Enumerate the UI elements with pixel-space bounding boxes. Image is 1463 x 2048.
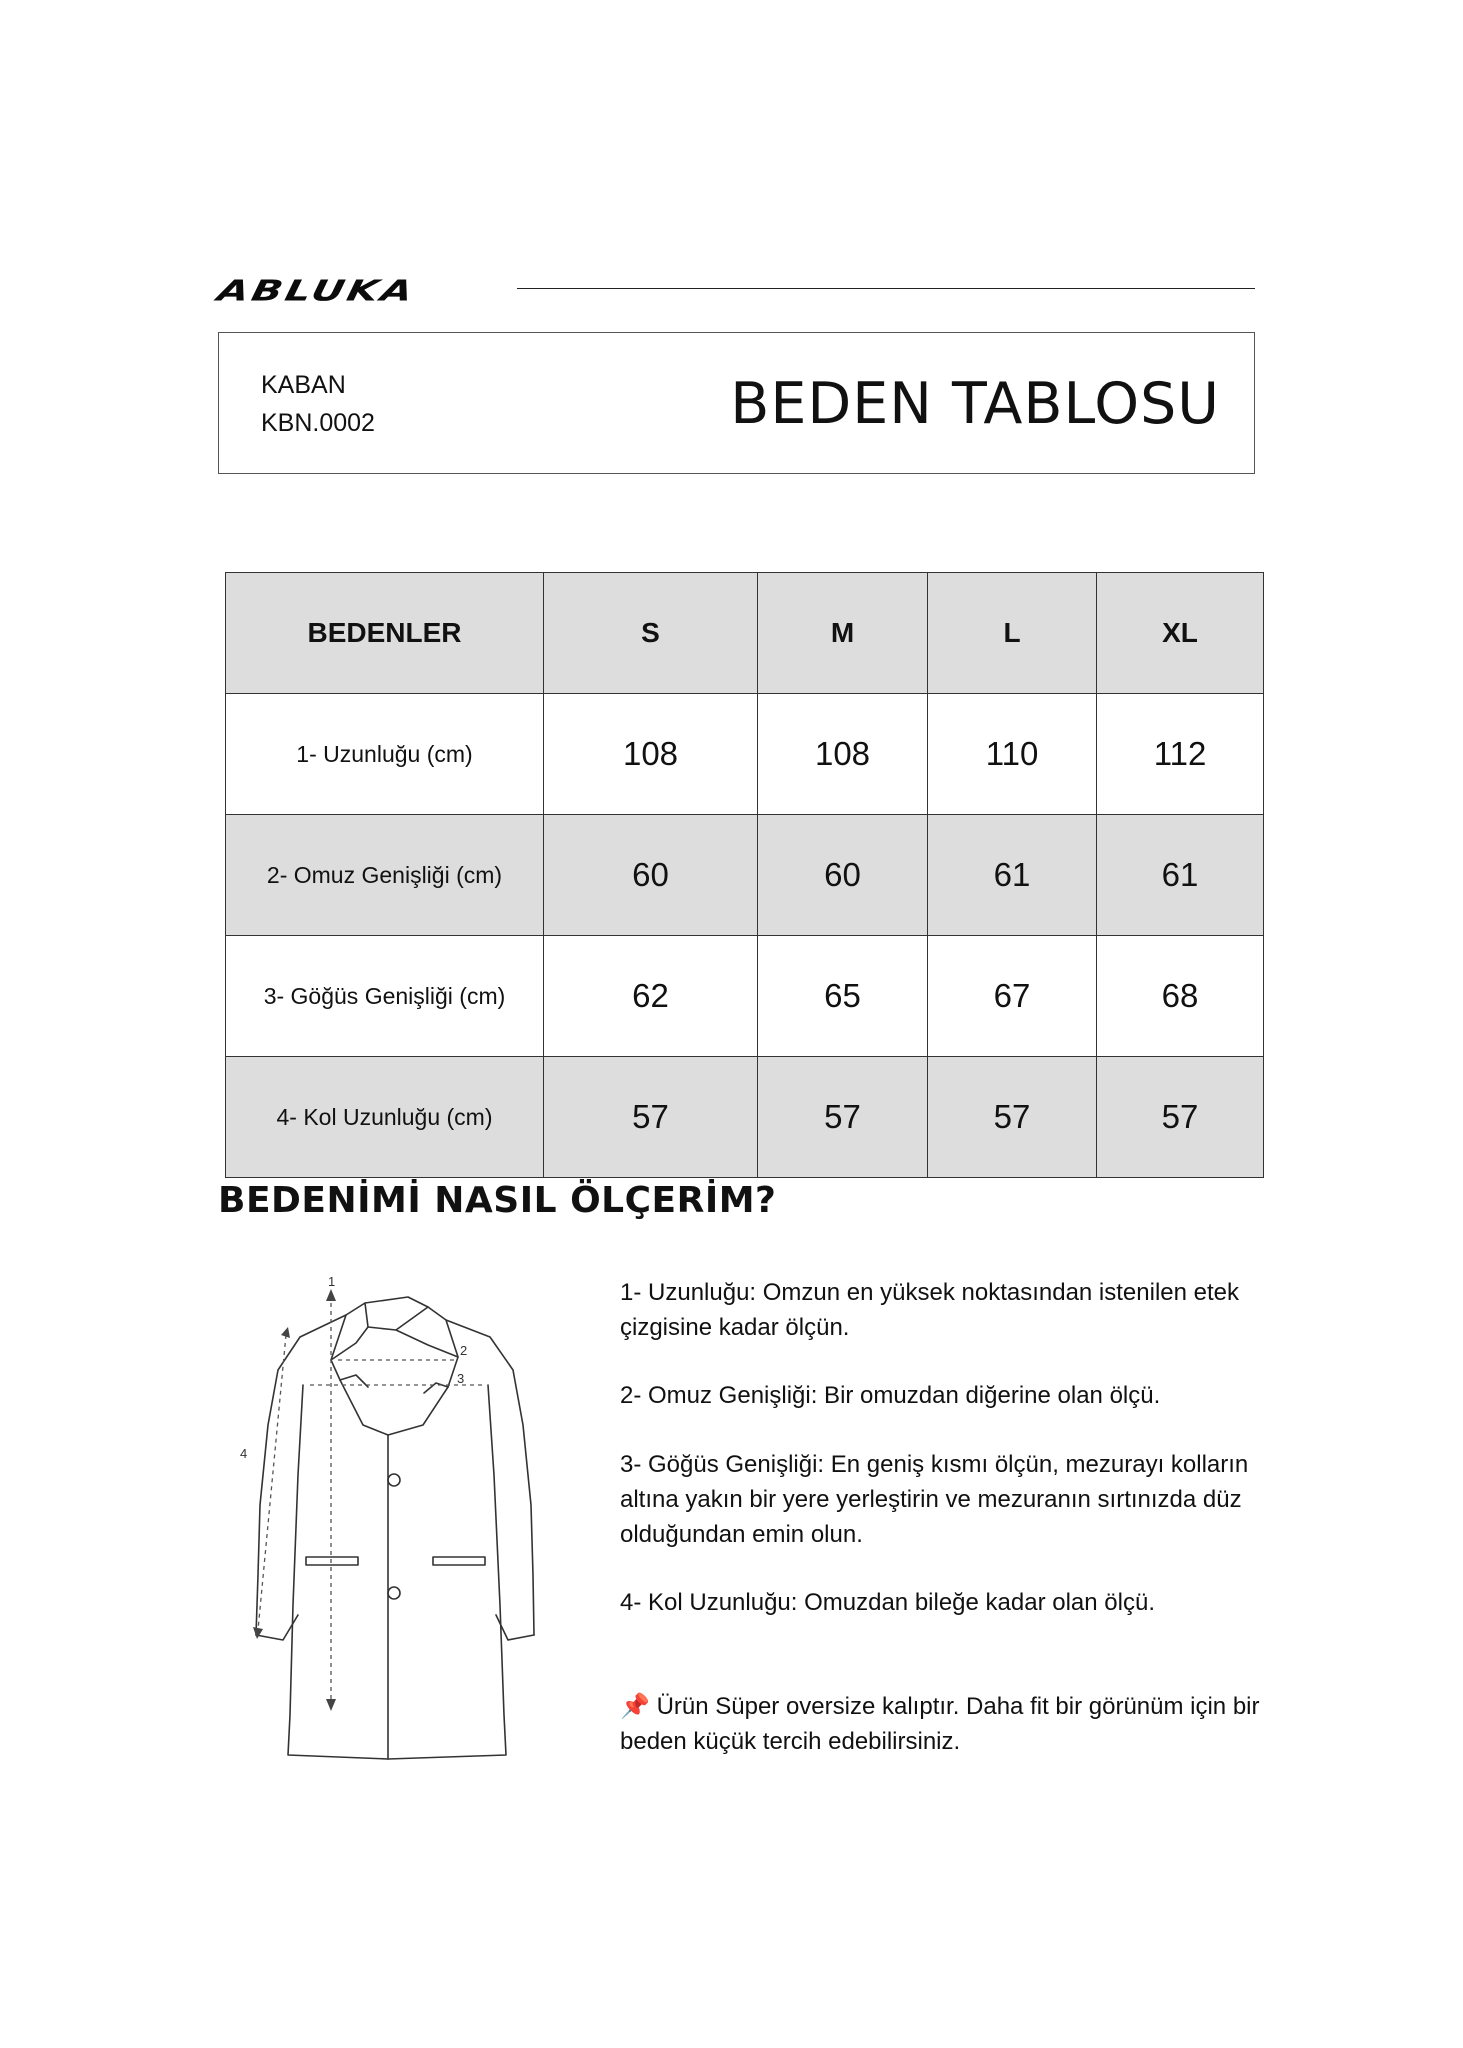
header-divider bbox=[517, 288, 1255, 289]
table-cell: 65 bbox=[758, 936, 928, 1057]
table-cell: 62 bbox=[544, 936, 758, 1057]
row-label: 1- Uzunluğu (cm) bbox=[226, 694, 544, 815]
table-row bbox=[226, 694, 1264, 815]
table-header-cell: BEDENLER bbox=[226, 573, 544, 694]
diagram-label-3: 3 bbox=[457, 1371, 465, 1386]
product-type: KABAN bbox=[261, 371, 346, 399]
table-cell: 112 bbox=[1097, 694, 1264, 815]
table-header-cell: XL bbox=[1097, 573, 1264, 694]
table-cell: 57 bbox=[544, 1057, 758, 1178]
table-row bbox=[226, 815, 1264, 936]
table-cell: 57 bbox=[928, 1057, 1097, 1178]
brand-logo: ABLUKA bbox=[214, 274, 419, 308]
table-cell: 67 bbox=[928, 936, 1097, 1057]
table-header-row bbox=[226, 573, 1264, 694]
table-cell: 61 bbox=[928, 815, 1097, 936]
instruction-item: 3- Göğüs Genişliği: En geniş kısmı ölçün, mezurayı kolların altına yakın bir yere yerleştirin ve mezuranın sırtınızda düz olduğundan emin olun. bbox=[620, 1451, 1249, 1548]
diagram-label-4: 4 bbox=[240, 1446, 248, 1461]
diagram-label-2: 2 bbox=[460, 1343, 468, 1358]
row-label: 2- Omuz Genişliği (cm) bbox=[226, 815, 544, 936]
coat-diagram bbox=[228, 1275, 558, 1795]
table-cell: 60 bbox=[758, 815, 928, 936]
product-header bbox=[218, 332, 1255, 474]
table-cell: 110 bbox=[928, 694, 1097, 815]
instruction-item: 1- Uzunluğu: Omzun en yüksek noktasından istenilen etek çizgisine kadar ölçün. bbox=[620, 1279, 1240, 1341]
row-label: 3- Göğüs Genişliği (cm) bbox=[226, 936, 544, 1057]
diagram-label-1: 1 bbox=[328, 1275, 336, 1289]
table-header-cell: S bbox=[544, 573, 758, 694]
table-cell: 57 bbox=[758, 1057, 928, 1178]
table-cell: 57 bbox=[1097, 1057, 1264, 1178]
table-cell: 68 bbox=[1097, 936, 1264, 1057]
table-header-cell: M bbox=[758, 573, 928, 694]
table-row bbox=[226, 1057, 1264, 1178]
table-cell: 108 bbox=[544, 694, 758, 815]
table-cell: 61 bbox=[1097, 815, 1264, 936]
size-table bbox=[225, 572, 1264, 1178]
table-header-cell: L bbox=[928, 573, 1097, 694]
table-row bbox=[226, 936, 1264, 1057]
pushpin-icon: 📌 bbox=[620, 1693, 650, 1720]
instruction-item: 2- Omuz Genişliği: Bir omuzdan diğerine olan ölçü. bbox=[620, 1382, 1161, 1409]
table-cell: 108 bbox=[758, 694, 928, 815]
fit-note-text: Ürün Süper oversize kalıptır. Daha fit bir görünüm için bir beden küçük tercih edebilirsiniz. bbox=[620, 1693, 1260, 1755]
section-title: BEDENİMİ NASIL ÖLÇERİM? bbox=[218, 1180, 777, 1221]
product-code: KBN.0002 bbox=[261, 409, 375, 437]
instruction-item: 4- Kol Uzunluğu: Omuzdan bileğe kadar olan ölçü. bbox=[620, 1589, 1155, 1616]
page-title: BEDEN TABLOSU bbox=[730, 371, 1220, 437]
table-cell: 60 bbox=[544, 815, 758, 936]
fit-note bbox=[620, 1689, 1260, 1759]
row-label: 4- Kol Uzunluğu (cm) bbox=[226, 1057, 544, 1178]
